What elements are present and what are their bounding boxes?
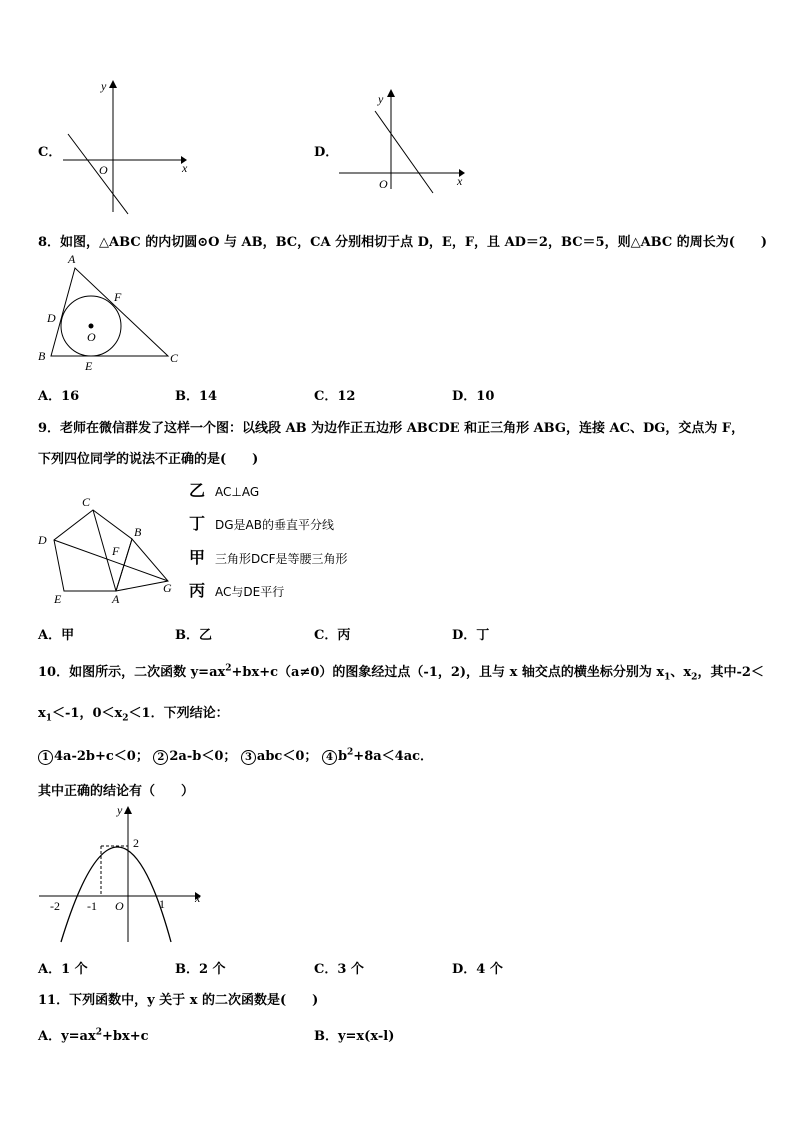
x-label: x xyxy=(457,174,463,188)
svg-text:D: D xyxy=(38,533,47,547)
svg-text:E: E xyxy=(85,359,93,373)
svg-text:-2: -2 xyxy=(50,899,60,913)
q10-option-d[interactable]: D．4 个 xyxy=(452,962,503,977)
q9-statement-1: 乙 AC⊥AG xyxy=(189,481,260,500)
q9-option-b[interactable]: B．乙 xyxy=(175,628,212,643)
q10-figure xyxy=(35,802,210,947)
svg-text:O: O xyxy=(87,330,96,344)
q9-statement-2: 丁 DG是AB的垂直平分线 xyxy=(189,514,334,533)
graph-d xyxy=(333,85,473,195)
y-axis-arrow xyxy=(387,89,395,97)
q8-option-b[interactable]: B．14 xyxy=(175,389,218,404)
q9-option-d[interactable]: D．丁 xyxy=(452,628,490,643)
svg-text:-1: -1 xyxy=(87,899,97,913)
svg-text:F: F xyxy=(112,544,120,558)
q10-line4: 其中正确的结论有（ ） xyxy=(38,784,195,799)
q11-text: 11．下列函数中，y 关于 x 的二次函数是( ) xyxy=(38,993,319,1008)
q8-option-a[interactable]: A．16 xyxy=(38,389,80,404)
origin-label: O xyxy=(99,163,108,177)
q9-statement-4: 丙 AC与DE平行 xyxy=(189,581,285,600)
option-d-label: D． xyxy=(314,145,339,160)
parabola xyxy=(61,847,171,942)
q11-option-a[interactable]: A．$y=ax^2+bx+c$ xyxy=(38,1027,149,1044)
svg-text:B: B xyxy=(38,349,46,363)
q8-text: 8．如图，△ABC 的内切圆⊙O 与 AB，BC，CA 分别相切于点 D，E，F，且 AD＝2，BC＝5，则△ABC 的周长为( ) xyxy=(38,235,768,250)
q9-line2: 下列四位同学的说法不正确的是( ) xyxy=(38,452,259,467)
svg-text:2: 2 xyxy=(133,836,139,850)
svg-text:D: D xyxy=(47,311,56,325)
svg-text:x: x xyxy=(195,891,201,905)
y-label: y xyxy=(378,92,384,106)
svg-text:A: A xyxy=(68,252,76,266)
svg-text:G: G xyxy=(163,581,172,595)
center-point xyxy=(89,324,94,329)
graph-c xyxy=(55,78,195,218)
q9-statement-3: 甲 三角形DCF是等腰三角形 xyxy=(189,548,348,567)
graph-line xyxy=(68,134,128,214)
q9-option-a[interactable]: A．甲 xyxy=(38,628,75,643)
q9-option-c[interactable]: C．丙 xyxy=(314,628,351,643)
svg-text:A: A xyxy=(112,592,120,606)
triangle-abc xyxy=(51,268,168,356)
option-c-label: C． xyxy=(38,145,62,160)
q10-option-b[interactable]: B．2 个 xyxy=(175,962,226,977)
q8-option-d[interactable]: D．10 xyxy=(452,389,495,404)
y-label: y xyxy=(101,79,107,93)
svg-text:C: C xyxy=(170,351,179,365)
x-label: x xyxy=(182,161,188,175)
svg-text:C: C xyxy=(82,495,91,509)
pentagon-abcde xyxy=(54,510,132,591)
q9-line1: 9．老师在微信群发了这样一个图：以线段 AB 为边作正五边形 ABCDE 和正三角形 ABG，连接 AC、DG，交点为 F， xyxy=(38,421,745,436)
q10-line2: $x_1<-1$，$0<x_2<1$．下列结论： xyxy=(38,706,229,724)
q10-conclusions: 1 4a-2b+c＜0； 2 2a-b＜0； 3 abc＜0； 4 $b^2+8a<4ac$． xyxy=(38,745,433,765)
y-axis-arrow xyxy=(124,806,132,814)
svg-text:E: E xyxy=(54,592,62,606)
origin-label: O xyxy=(379,177,388,191)
q10-option-a[interactable]: A．1 个 xyxy=(38,962,88,977)
y-axis-arrow xyxy=(109,80,117,88)
svg-text:B: B xyxy=(134,525,142,539)
svg-text:O: O xyxy=(115,899,124,913)
q11-option-b[interactable]: B．y=x(x-l) xyxy=(314,1029,395,1044)
q8-option-c[interactable]: C．12 xyxy=(314,389,356,404)
svg-text:y: y xyxy=(117,803,123,817)
svg-text:F: F xyxy=(114,290,122,304)
q10-option-c[interactable]: C．3 个 xyxy=(314,962,364,977)
q10-line1: 10．如图所示，二次函数 $y=ax^2+bx+c(a\ne 0)$的图象经过点（-1，2)，且与 x 轴交点的横坐标分别为 $x_1$、$x_2$，其中-2＜ xyxy=(38,663,764,683)
svg-text:1: 1 xyxy=(159,897,165,911)
q9-figure xyxy=(30,493,190,608)
q8-figure xyxy=(30,250,190,375)
